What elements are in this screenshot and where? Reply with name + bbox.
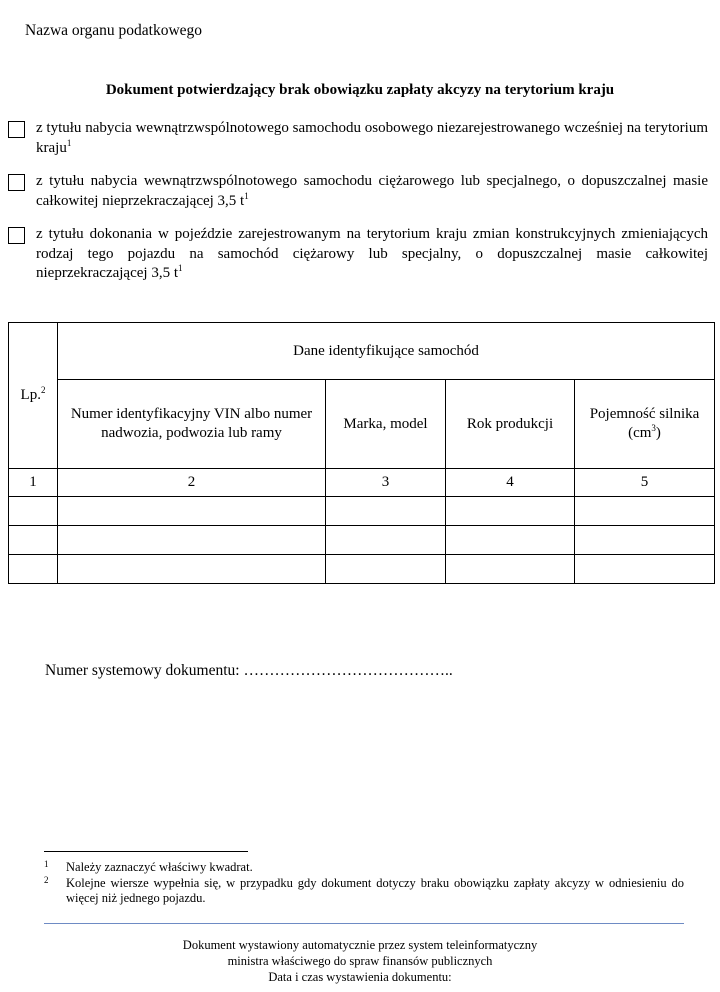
footer-issuer-line: Dokument wystawiony automatycznie przez system teleinformatyczny	[182, 938, 538, 952]
table-cell[interactable]	[575, 526, 715, 555]
table-cell[interactable]	[58, 526, 326, 555]
table-cell[interactable]	[446, 526, 575, 555]
system-number-value: …………………………………..	[243, 662, 453, 679]
lp-header: Lp.$^2$	[9, 323, 58, 469]
table-row	[9, 555, 715, 584]
table-cell[interactable]	[575, 555, 715, 584]
footnote-text: Kolejne wiersze wypełnia się, w przypadku gdy dokument dotyczy braku obowiązku zapłaty akcyzy w odniesieniu do więcej niż jednego pojazdu.	[66, 876, 684, 905]
checkbox-option-2[interactable]	[8, 174, 25, 191]
footnote-ref: 1	[66, 137, 72, 148]
footnote-1	[44, 860, 684, 875]
table-cell[interactable]	[58, 555, 326, 584]
table-column-header-row	[9, 380, 715, 469]
table-cell[interactable]	[575, 497, 715, 526]
vehicle-data-group-header: Dane identyfikujące samochód	[58, 323, 715, 380]
footnote-divider	[44, 851, 248, 852]
production-year-column-header: Rok produkcji	[446, 380, 575, 469]
document-title: Dokument potwierdzający brak obowiązku zapłaty akcyzy na terytorium kraju	[105, 82, 615, 98]
checkbox-option-3[interactable]	[8, 227, 25, 244]
system-number-label: Numer systemowy dokumentu:	[45, 662, 240, 679]
footnote-2	[44, 876, 684, 906]
table-cell[interactable]	[326, 555, 446, 584]
option-2-text: z tytułu nabycia wewnątrzwspólnotowego samochodu ciężarowego lub specjalnego, o dopuszczalnej masie całkowitej nieprzekraczającej 3,5 t	[36, 173, 708, 209]
footnote-mark: 1	[44, 859, 49, 869]
column-number: 3	[326, 469, 446, 497]
engine-capacity-column-header: Pojemność silnika $(cm^3)$	[575, 380, 715, 469]
column-number: 5	[575, 469, 715, 497]
vin-column-header: Numer identyfikacyjny VIN albo numer nadwozia, podwozia lub ramy	[58, 380, 326, 469]
option-intra-community-passenger-car	[8, 119, 708, 158]
option-1-text: z tytułu nabycia wewnątrzwspólnotowego samochodu osobowego niezarejestrowanego wcześniej na terytorium kraju	[36, 120, 708, 156]
column-number: 2	[58, 469, 326, 497]
table-cell[interactable]	[58, 497, 326, 526]
column-number: 1	[9, 469, 58, 497]
column-number: 4	[446, 469, 575, 497]
footnote-mark: 2	[44, 875, 49, 885]
footnote-ref: 1	[178, 263, 183, 273]
footnote-ref: 2	[40, 385, 46, 395]
table-cell[interactable]	[446, 497, 575, 526]
table-cell[interactable]	[9, 497, 58, 526]
make-model-column-header: Marka, model	[326, 380, 446, 469]
table-cell[interactable]	[326, 497, 446, 526]
column-number-row	[9, 469, 715, 497]
option-intra-community-truck	[8, 172, 708, 211]
footer-ministry-line: ministra właściwego do spraw finansów publicznych	[227, 954, 493, 968]
footer-issue-date-line: Data i czas wystawienia dokumentu:	[268, 970, 452, 984]
table-header-row	[9, 323, 715, 380]
option-construction-changes	[8, 225, 708, 284]
table-cell[interactable]	[326, 526, 446, 555]
table-cell[interactable]	[446, 555, 575, 584]
vehicle-identification-table	[8, 322, 715, 584]
option-3-text: z tytułu dokonania w pojeździe zarejestrowanym na terytorium kraju zmian konstrukcyjnych zmieniających rodzaj tego pojazdu na samochód ciężarowy lub specjalny, o dopuszczalnej masie całkowitej nieprzekraczającej 3,5 t	[36, 226, 708, 281]
system-number-line	[45, 662, 453, 680]
checkbox-option-1[interactable]	[8, 121, 25, 138]
table-row	[9, 497, 715, 526]
table-cell[interactable]	[9, 526, 58, 555]
footnote-text: Należy zaznaczyć właściwy kwadrat.	[66, 860, 253, 874]
footer-divider	[44, 923, 684, 924]
tax-authority-name: Nazwa organu podatkowego	[25, 22, 203, 39]
table-row	[9, 526, 715, 555]
footnote-ref: 1	[244, 190, 249, 201]
table-cell[interactable]	[9, 555, 58, 584]
